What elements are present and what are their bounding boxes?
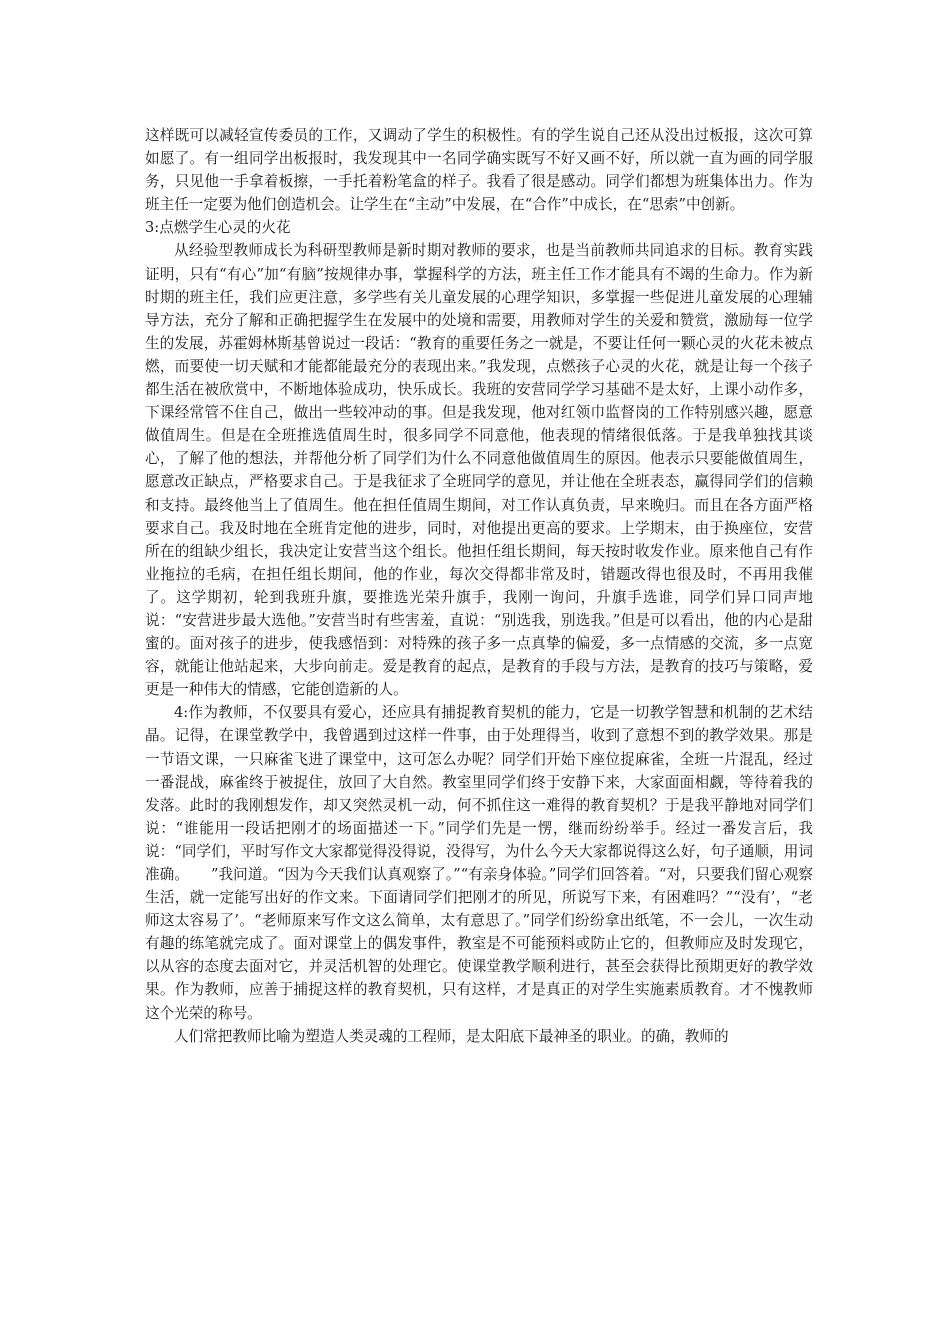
document-body (145, 124, 813, 1048)
paragraph-continuation: 这样既可以减轻宣传委员的工作，又调动了学生的积极性。有的学生说自己还从没出过板报，这次可算如愿了。有一组同学出板报时，我发现其中一名同学确实既写不好又画不好，所以就一直为画的同学服务，只见他一手拿着板擦，一手托着粉笔盒的样子。我看了很是感动。同学们都想为班集体出力。作为班主任一定要为他们创造机会。让学生在“主动”中发展，在“合作”中成长，在“思索”中创新。 (145, 127, 813, 214)
section-heading-3: 3:点燃学生心灵的火花 (145, 219, 291, 237)
paragraph-section-3: 从经验型教师成长为科研型教师是新时期对教师的要求，也是当前教师共同追求的目标。教育实践证明，只有“有心”加“有脑”按规律办事，掌握科学的方法，班主任工作才能具有不竭的生命力。作为新时期的班主任，我们应更注意，多学些有关儿童发展的心理学知识，多掌握一些促进儿童发展的心理辅导方法，充分了解和正确把握学生在发展中的处境和需要，用教师对学生的关爱和赞赏，激励每一位学生的发展，苏霍姆林斯基曾说过一段话：“教育的重要任务之一就是，不要让任何一颗心灵的火花未被点燃，而要使一切天赋和才能都能最充分的表现出来。”我发现，点燃孩子心灵的火花，就是让每一个孩子都生活在被欣赏中，不断地体验成功，快乐成长。我班的安营同学学习基础不是太好，上课小动作多，下课经常管不住自己，做出一些较冲动的事。但是我发现，他对红领巾监督岗的工作特别感兴趣，愿意做值周生。但是在全班推选值周生时，很多同学不同意他，他表现的情绪很低落。于是我单独找其谈心，了解了他的想法，并帮他分析了同学们为什么不同意他做值周生的原因。他表示只要能做值周生，愿意改正缺点，严格要求自己。于是我征求了全班同学的意见，并让他在全班表态，赢得同学们的信赖和支持。最终他当上了值周生。他在担任值周生期间，对工作认真负责，早来晚归。而且在各方面严格要求自己。我及时地在全班肯定他的进步，同时，对他提出更高的要求。上学期末，由于换座位，安营所在的组缺少组长，我决定让安营当这个组长。他担任组长期间，每天按时收发作业。原来他自己有作业拖拉的毛病，在担任组长期间，他的作业，每次交得都非常及时，错题改得也很及时，不再用我催了。这学期初，轮到我班升旗，要推选光荣升旗手，我刚一询问，升旗手选谁，同学们异口同声地说：“安营进步最大选他。”安营当时有些害羞，直说：“别选我，别选我。”但是可以看出，他的内心是甜蜜的。面对孩子的进步，使我感悟到：对特殊的孩子多一点真挚的偏爱，多一点情感的交流，多一点宽容，就能让他站起来，大步向前走。爱是教育的起点，是教育的手段与方法，是教育的技巧与策略，爱更是一种伟大的情感，它能创造新的人。 (145, 242, 813, 699)
paragraph-closing: 人们常把教师比喻为塑造人类灵魂的工程师，是太阳底下最神圣的职业。的确，教师的 (174, 1027, 729, 1045)
paragraph-section-4: 4:作为教师，不仅要具有爱心，还应具有捕捉教育契机的能力，它是一切教学智慧和机制的艺术结晶。记得，在课堂教学中，我曾遇到过这样一件事，由于处理得当，收到了意想不到的教学效果。那是一节语文课，一只麻雀飞进了课堂中，这可怎么办呢？同学们开始下座位捉麻雀，全班一片混乱，经过一番混战，麻雀终于被捉住，放回了大自然。教室里同学们终于安静下来，大家面面相觑，等待着我的发落。此时的我刚想发作，却又突然灵机一动，何不抓住这一难得的教育契机？于是我平静地对同学们说：“谁能用一段话把刚才的场面描述一下。”同学们先是一愣，继而纷纷举手。经过一番发言后，我说：“同学们，平时写作文大家都觉得没得说，没得写，为什么今天大家都说得这么好，句子通顺，用词准确。 ”我问道。“因为今天我们认真观察了。”“有亲身体验。”同学们回答着。“对，只要我们留心观察生活，就一定能写出好的作文来。下面请同学们把刚才的所见，所说写下来，有困难吗？”“没有’，“老师这太容易了’。“老师原来写作文这么简单，太有意思了。”同学们纷纷拿出纸笔，不一会儿，一次生动有趣的练笔就完成了。面对课堂上的偶发事件，教室是不可能预料或防止它的，但教师应及时发现它，以从容的态度去面对它，并灵活机智的处理它。使课堂教学顺利进行，甚至会获得比预期更好的教学效果。作为教师，应善于捕捉这样的教育契机，只有这样，才是真正的对学生实施素质教育。才不愧教师这个光荣的称号。 (145, 704, 813, 1022)
